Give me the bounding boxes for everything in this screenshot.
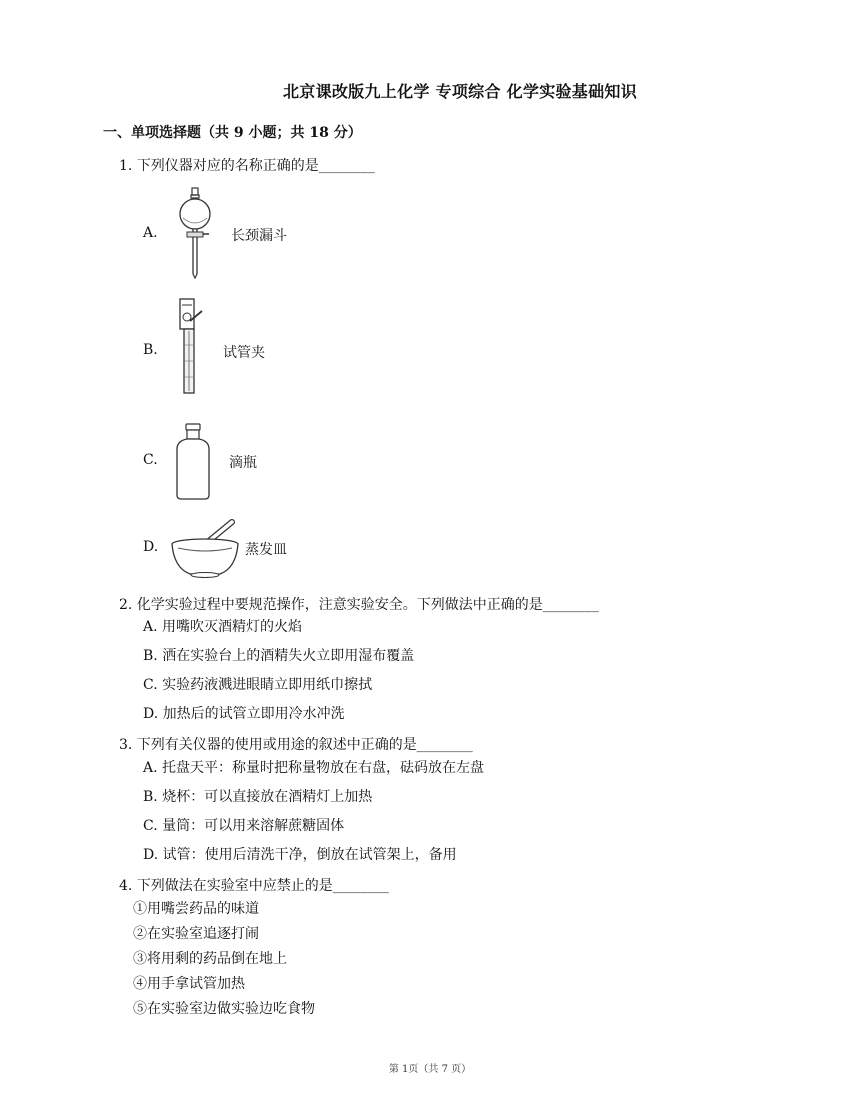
q1-option-b-letter: B. xyxy=(143,342,158,358)
question-4-stem: 4. 下列做法在实验室中应禁止的是________ xyxy=(119,878,389,894)
question-2-stem: 2. 化学实验过程中要规范操作，注意实验安全。下列做法中正确的是________ xyxy=(119,597,599,613)
reagent-bottle-icon xyxy=(174,423,212,501)
q4-item-5: ⑤在实验室边做实验边吃食物 xyxy=(133,1001,315,1017)
q1-option-a-name: 长颈漏斗 xyxy=(231,228,287,244)
q3-option-c: C. 量筒：可以用来溶解蔗糖固体 xyxy=(143,818,345,834)
q1-option-a-letter: A. xyxy=(143,225,158,241)
q4-item-1: ①用嘴尝药品的味道 xyxy=(133,901,259,917)
page-footer: 第 1页（共 7 页） xyxy=(388,1064,472,1075)
q3-option-a: A. 托盘天平：称量时把称量物放在右盘，砝码放在左盘 xyxy=(143,760,485,776)
q4-item-4: ④用手拿试管加热 xyxy=(133,976,245,992)
question-1-stem: 1. 下列仪器对应的名称正确的是________ xyxy=(119,158,375,174)
mortar-pestle-icon xyxy=(168,518,240,580)
q3-option-b: B. 烧杯：可以直接放在酒精灯上加热 xyxy=(143,789,373,805)
page-title: 北京课改版九上化学 专项综合 化学实验基础知识 xyxy=(282,82,638,101)
question-3-stem: 3. 下列有关仪器的使用或用途的叙述中正确的是________ xyxy=(119,737,473,753)
q1-option-d-name: 蒸发皿 xyxy=(245,542,287,558)
separatory-funnel-icon xyxy=(175,188,215,280)
section-heading: 一、单项选择题（共 9 小题；共 18 分） xyxy=(103,125,362,141)
q2-option-c: C. 实验药液溅进眼睛立即用纸巾擦拭 xyxy=(143,677,373,693)
q4-item-3: ③将用剩的药品倒在地上 xyxy=(133,951,287,967)
q2-option-a: A. 用嘴吹灭酒精灯的火焰 xyxy=(143,619,303,635)
q2-option-b: B. 洒在实验台上的酒精失火立即用湿布覆盖 xyxy=(143,648,415,664)
q1-option-c-letter: C. xyxy=(143,452,158,468)
q3-option-d: D. 试管：使用后清洗干净，倒放在试管架上，备用 xyxy=(143,847,457,863)
q1-option-c-name: 滴瓶 xyxy=(229,455,257,471)
test-tube-clamp-icon xyxy=(170,295,206,399)
q1-option-d-letter: D. xyxy=(143,539,159,555)
q2-option-d: D. 加热后的试管立即用冷水冲洗 xyxy=(143,706,345,722)
q4-item-2: ②在实验室追逐打闹 xyxy=(133,926,259,942)
q1-option-b-name: 试管夹 xyxy=(223,345,265,361)
